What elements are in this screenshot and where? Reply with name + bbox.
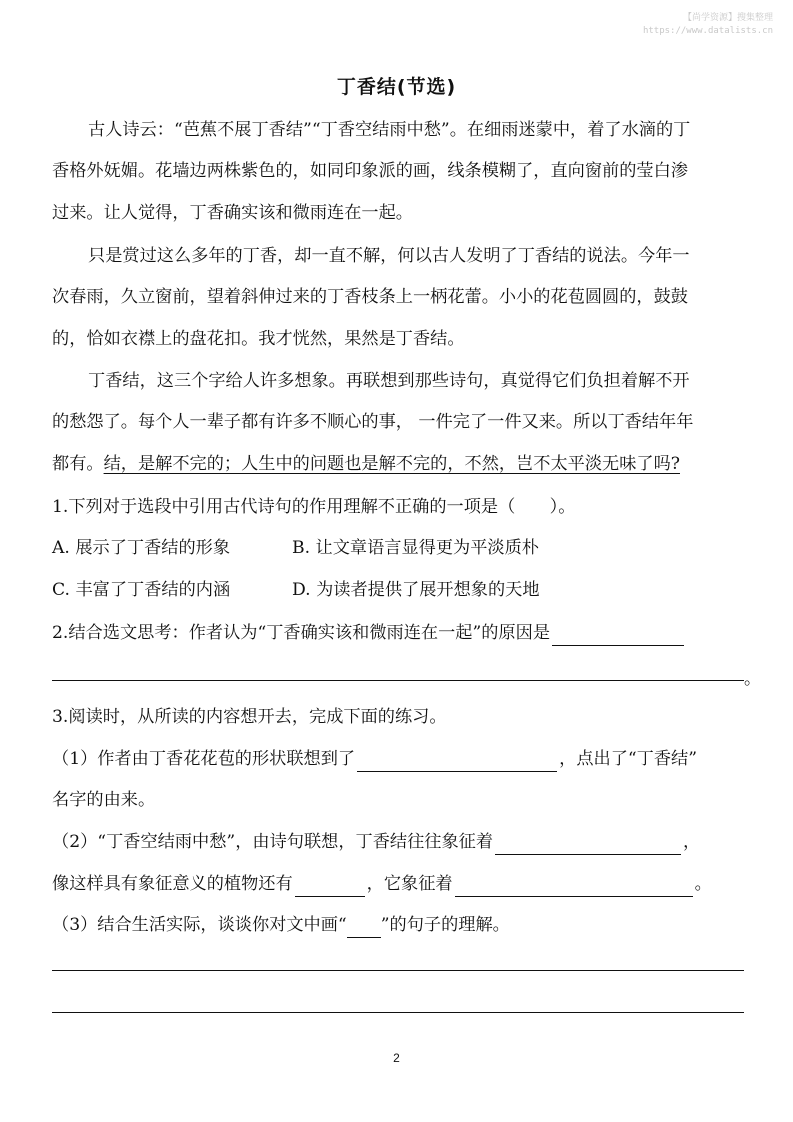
passage-p3-line-2: 的愁怨了。每个人一辈子都有许多不顺心的事， 一件完了一件又来。所以丁香结年年 bbox=[52, 412, 694, 432]
question-1-stem: 1.下列对于选段中引用古代诗句的作用理解不正确的一项是（ ）。 bbox=[52, 497, 576, 517]
question-3-sub2-cont bbox=[52, 871, 752, 897]
question-3-stem: 3.阅读时，从所读的内容想开去，完成下面的练习。 bbox=[52, 707, 447, 727]
sub2-text-e: 。 bbox=[694, 874, 712, 894]
underlined-sentence: 结，是解不完的；人生中的问题也是解不完的，不然，岂不太平淡无味了吗? bbox=[103, 454, 680, 474]
answer-blank-q2[interactable] bbox=[552, 627, 684, 646]
option-b[interactable]: B. 让文章语言显得更为平淡质朴 bbox=[292, 538, 539, 558]
question-2-stem bbox=[52, 620, 752, 646]
question-3-sub3 bbox=[52, 912, 752, 938]
answer-line-sub3-2[interactable] bbox=[52, 1012, 744, 1013]
sub3-text-a: （3）结合生活实际，谈谈你对文中画“ bbox=[52, 915, 347, 935]
question-3-sub1 bbox=[52, 746, 752, 772]
answer-blank-sub1[interactable] bbox=[357, 753, 557, 772]
watermark-line-2: https://www.datalists.cn bbox=[642, 26, 773, 36]
answer-line-sub3-1[interactable] bbox=[52, 970, 744, 971]
sub2-text-c: 像这样具有象征意义的植物还有 bbox=[52, 874, 293, 894]
passage-p1-line-1: 古人诗云：“芭蕉不展丁香结”“丁香空结雨中愁”。在细雨迷蒙中，着了水滴的丁 bbox=[88, 120, 691, 140]
page-number: 2 bbox=[393, 1051, 400, 1065]
passage-p1-line-2: 香格外妩媚。花墙边两株紫色的，如同印象派的画，线条模糊了，直向窗前的莹白渗 bbox=[52, 161, 688, 181]
watermark-line-1: 【尚学资源】搜集整理 bbox=[682, 13, 773, 23]
watermark bbox=[643, 12, 773, 38]
question-3-sub2 bbox=[52, 829, 752, 855]
passage-p2-line-3: 的，恰如衣襟上的盘花扣。我才恍然，果然是丁香结。 bbox=[52, 329, 465, 349]
answer-blank-sub2-symbol[interactable] bbox=[495, 836, 681, 855]
sub2-text-a: （2）“丁香空结雨中愁”，由诗句联想，丁香结往往象征着 bbox=[52, 832, 494, 852]
page-title: 丁香结(节选) bbox=[336, 76, 457, 98]
sub2-text-b: ， bbox=[683, 832, 701, 852]
question-2-end-mark: 。 bbox=[744, 669, 761, 689]
question-3-sub1-cont: 名字的由来。 bbox=[52, 790, 156, 810]
passage-p3-line-3 bbox=[52, 451, 752, 477]
question-2-text: 2.结合选文思考：作者认为“丁香确实该和微雨连在一起”的原因是 bbox=[52, 623, 551, 643]
passage-p1-line-3: 过来。让人觉得，丁香确实该和微雨连在一起。 bbox=[52, 203, 413, 223]
question-1-options-row-1 bbox=[52, 535, 752, 561]
answer-blank-sub2-meaning[interactable] bbox=[455, 878, 693, 897]
passage-p3-plain: 都有。 bbox=[52, 454, 104, 474]
option-d[interactable]: D. 为读者提供了展开想象的天地 bbox=[292, 580, 540, 600]
passage-p2-line-1: 只是赏过这么多年的丁香，却一直不解，何以古人发明了丁香结的说法。今年一 bbox=[88, 246, 690, 266]
passage-p3-line-1: 丁香结，这三个字给人许多想象。再联想到那些诗句，真觉得它们负担着解不开 bbox=[88, 371, 690, 391]
sub1-text-a: （1）作者由丁香花花苞的形状联想到了 bbox=[52, 749, 356, 769]
answer-line-q2[interactable] bbox=[52, 680, 744, 681]
question-1-options-row-2 bbox=[52, 577, 752, 603]
option-c[interactable]: C. 丰富了丁香结的内涵 bbox=[52, 580, 231, 600]
sub3-text-b: ”的句子的理解。 bbox=[380, 915, 510, 935]
sub2-text-d: ，它象征着 bbox=[366, 874, 453, 894]
option-a[interactable]: A. 展示了丁香结的形象 bbox=[52, 538, 231, 558]
sub1-text-b: ，点出了“丁香结” bbox=[559, 749, 698, 769]
underline-marker bbox=[347, 919, 381, 938]
passage-p2-line-2: 次春雨，久立窗前，望着斜伸过来的丁香枝条上一柄花蕾。小小的花苞圆圆的，鼓鼓 bbox=[52, 287, 688, 307]
answer-blank-sub2-plant[interactable] bbox=[295, 878, 365, 897]
